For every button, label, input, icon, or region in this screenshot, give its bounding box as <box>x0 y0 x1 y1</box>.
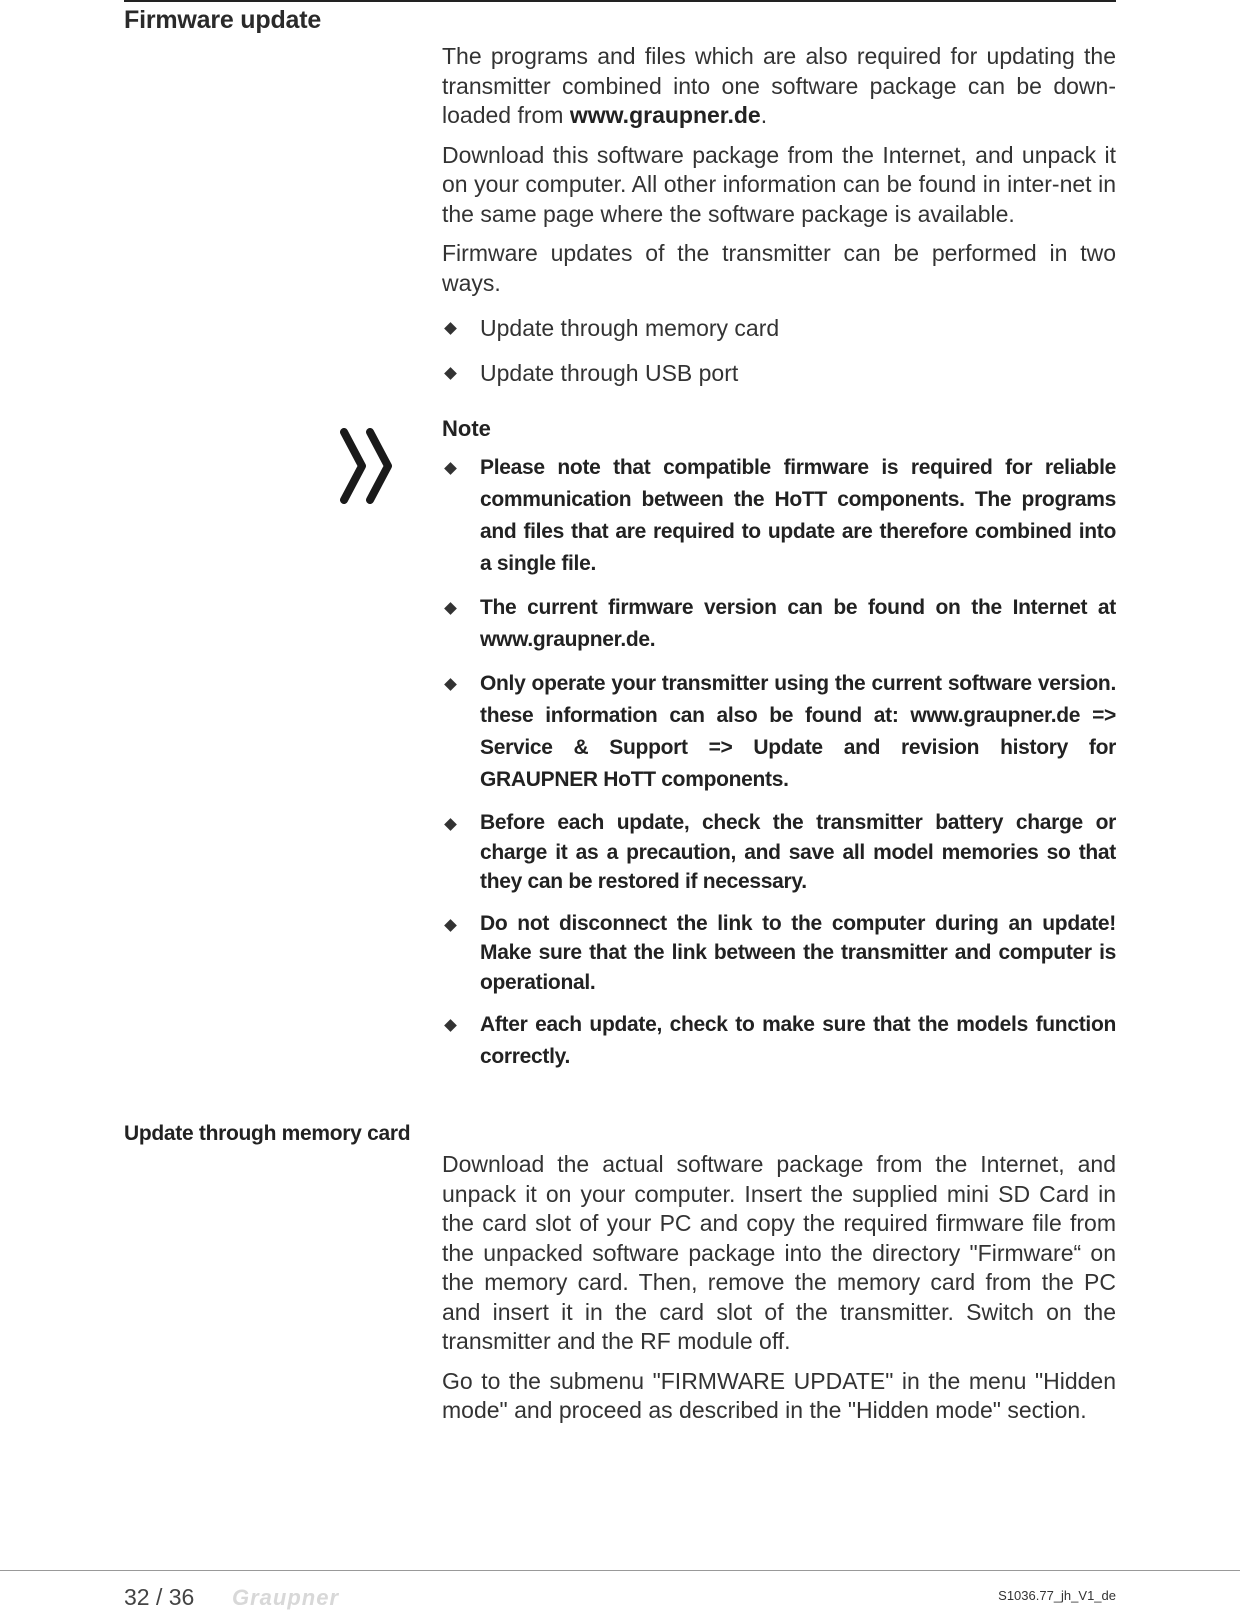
memory-card-paragraph-2: Go to the submenu "FIRMWARE UPDATE" in the menu "Hidden mode" and proceed as described in the "Hidden mode" section. <box>442 1367 1116 1423</box>
list-item: Before each update, check the transmitter battery charge or charge it as a precaution, and save all model memories so that they can be restored if necessary. <box>442 808 1116 897</box>
document-code: S1036.77_jh_V1_de <box>998 1588 1116 1603</box>
note-title: Note <box>442 416 491 441</box>
list-item: Only operate your transmitter using the current software version. these information can also be found at: www.graupner.de => Service & Support => Update and revision history for GRAUPNER HoTT components. <box>442 668 1116 796</box>
top-rule <box>124 0 1116 2</box>
graupner-logo: Graupner <box>232 1585 340 1610</box>
intro-paragraph-3: Firmware updates of the transmitter can be performed in two ways. <box>442 240 1116 296</box>
diamond-bullet-icon <box>444 1019 457 1032</box>
list-item: Do not disconnect the link to the computer during an update! Make sure that the link between the transmitter and computer is operational. <box>442 909 1116 998</box>
note-list <box>442 452 1116 1073</box>
list-item: Update through memory card <box>442 314 1116 343</box>
list-item: The current firmware version can be found on the Internet at www.graupner.de. <box>442 592 1116 656</box>
update-ways-list <box>442 314 1116 388</box>
diamond-bullet-icon <box>444 602 457 615</box>
intro-paragraph-2: Download this software package from the Internet, and unpack it on your computer. All other information can be found in inter-net in the same page where the software package is available. <box>442 141 1116 227</box>
diamond-bullet-icon <box>444 919 457 932</box>
note-section <box>442 416 1116 1085</box>
note-chevron-icon <box>340 428 404 504</box>
diamond-bullet-icon <box>444 322 457 335</box>
diamond-bullet-icon <box>444 678 457 691</box>
list-item: Please note that compatible firmware is required for reliable communication between the HoTT components. The programs and files that are required to update are therefore combined into a single file. <box>442 452 1116 580</box>
diamond-bullet-icon <box>444 367 457 380</box>
intro-section <box>442 42 1116 404</box>
memory-card-section <box>442 1150 1116 1436</box>
graupner-link[interactable]: www.graupner.de <box>569 102 761 128</box>
section-title: Firmware update <box>124 6 322 34</box>
memory-card-paragraph-1: Download the actual software package from the Internet, and unpack it on your computer. Insert the supplied mini SD Card in the card slot of your PC and copy the required firmware file from the unpacked software package into the directory "Firmware“ on the memory card. Then, remove the memory card from the PC and insert it in the card slot of the transmitter. Switch on the transmitter and the RF module off. <box>442 1151 1116 1354</box>
intro-paragraph-1: The programs and files which are also required for updating the transmitter combined into one software package can be down-loaded from www.graupner.de. <box>442 43 1116 128</box>
diamond-bullet-icon <box>444 462 457 475</box>
diamond-bullet-icon <box>444 818 457 831</box>
memory-card-section-title: Update through memory card <box>124 1122 411 1145</box>
footer-rule <box>0 1570 1240 1571</box>
list-item: After each update, check to make sure that the models function correctly. <box>442 1009 1116 1073</box>
list-item: Update through USB port <box>442 359 1116 388</box>
page-number: 32 / 36 <box>124 1584 195 1610</box>
